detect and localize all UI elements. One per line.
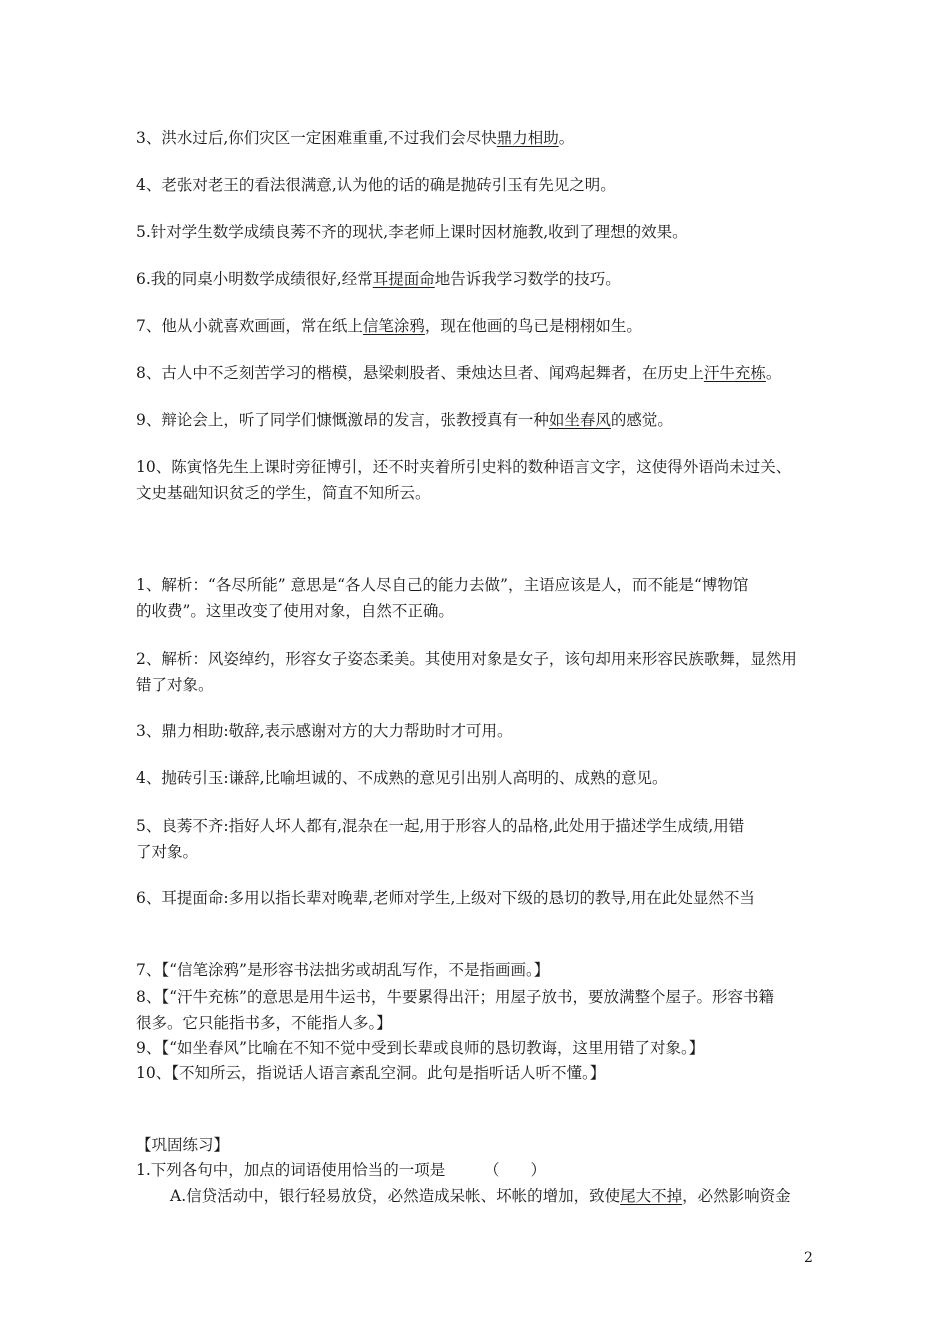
underlined-term: 信笔涂鸦 — [362, 317, 425, 335]
answer-7: 7、【“信笔涂鸦”是形容书法拙劣或胡乱写作，不是指画画。】 — [136, 961, 550, 979]
underlined-term: 耳提面命 — [372, 270, 435, 288]
answer-2-line-1: 2、解析：风姿绰约，形容女子姿态柔美。其使用对象是女子，该句却用来形容民族歌舞，显然用 — [136, 650, 797, 668]
question-3: 3、洪水过后,你们灾区一定困难重重,不过我们会尽快鼎力相助。 — [136, 129, 575, 147]
answer-8-line-1: 8、【“汗牛充栋”的意思是用牛运书，牛要累得出汗；用屋子放书，要放满整个屋子。形容书籍 — [136, 988, 774, 1006]
practice-heading: 【巩固练习】 — [136, 1136, 230, 1154]
underlined-term: 尾大不掉 — [620, 1187, 683, 1205]
answer-5-line-2: 了对象。 — [136, 843, 199, 861]
answer-10: 10、【不知所云，指说话人语言紊乱空洞。此句是指听话人听不懂。】 — [136, 1064, 606, 1082]
underlined-term: 汗牛充栋 — [703, 364, 766, 382]
question-5: 5.针对学生数学成绩良莠不齐的现状,李老师上课时因材施教,收到了理想的效果。 — [136, 223, 688, 241]
answer-9: 9、【“如坐春风”比喻在不知不觉中受到长辈或良师的恳切教诲，这里用错了对象。】 — [136, 1039, 705, 1057]
question-7: 7、他从小就喜欢画画，常在纸上信笔涂鸦，现在他画的鸟已是栩栩如生。 — [136, 317, 642, 335]
answer-2-line-2: 错了对象。 — [136, 676, 214, 694]
practice-option-a: A.信贷活动中，银行轻易放贷，必然造成呆帐、坏帐的增加，致使尾大不掉，必然影响资金 — [170, 1187, 791, 1205]
question-8: 8、古人中不乏刻苦学习的楷模，悬梁刺股者、秉烛达旦者、闻鸡起舞者，在历史上汗牛充栋。 — [136, 364, 782, 382]
question-6: 6.我的同桌小明数学成绩很好,经常耳提面命地告诉我学习数学的技巧。 — [136, 270, 621, 288]
answer-1-line-1: 1、解析：“各尽所能” 意思是“各人尽自己的能力去做”，主语应该是人，而不能是“博物馆 — [136, 576, 749, 594]
page-number: 2 — [804, 1250, 813, 1266]
answer-3: 3、鼎力相助:敬辞,表示感谢对方的大力帮助时才可用。 — [136, 722, 513, 740]
answer-4: 4、抛砖引玉:谦辞,比喻坦诚的、不成熟的意见引出别人高明的、成熟的意见。 — [136, 769, 668, 787]
question-10-line-2: 文史基础知识贫乏的学生，简直不知所云。 — [136, 484, 431, 502]
answer-6: 6、耳提面命:多用以指长辈对晚辈,老师对学生,上级对下级的恳切的教导,用在此处显然不当 — [136, 889, 755, 907]
practice-question-1: 1.下列各句中，加点的词语使用恰当的一项是 （ ） — [136, 1161, 547, 1179]
answer-5-line-1: 5、良莠不齐:指好人坏人都有,混杂在一起,用于形容人的品格,此处用于描述学生成绩,用错 — [136, 817, 745, 835]
answer-8-line-2: 很多。它只能指书多，不能指人多。】 — [136, 1014, 392, 1032]
underlined-term: 鼎力相助 — [496, 129, 559, 147]
question-4: 4、老张对老王的看法很满意,认为他的话的确是抛砖引玉有先见之明。 — [136, 176, 616, 194]
question-10-line-1: 10、陈寅恪先生上课时旁征博引，还不时夹着所引史料的数种语言文字，这使得外语尚未过关、 — [136, 458, 792, 476]
answer-1-line-2: 的收费”。这里改变了使用对象，自然不正确。 — [136, 602, 454, 620]
underlined-term: 如坐春风 — [548, 411, 611, 429]
question-9: 9、辩论会上，听了同学们慷慨激昂的发言，张教授真有一种如坐春风的感觉。 — [136, 411, 673, 429]
